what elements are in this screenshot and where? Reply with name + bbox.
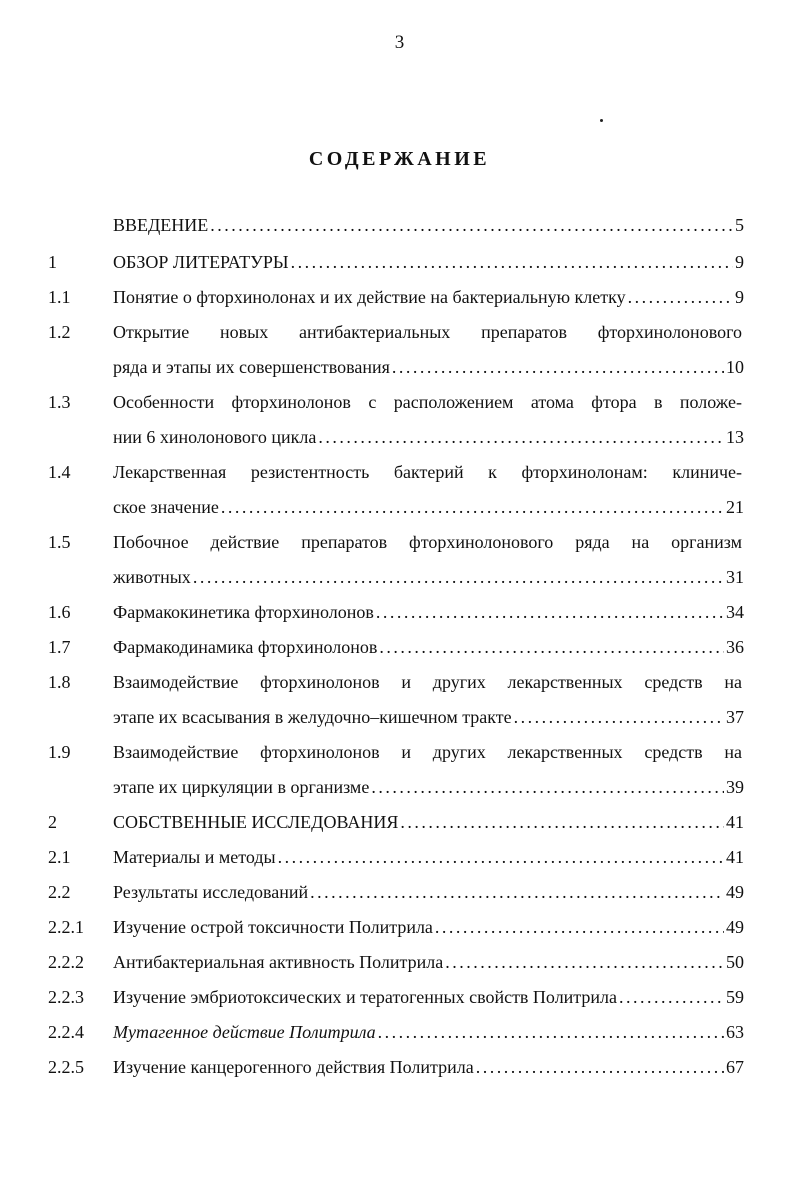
toc-entry-page: 34 — [726, 602, 744, 622]
toc-entry-number: 2.2.3 — [48, 987, 84, 1007]
toc-entry-2-2-5[interactable] — [0, 1050, 799, 1085]
toc-leader-dots — [316, 420, 724, 455]
toc-entry-number: 2.2.5 — [48, 1057, 84, 1077]
toc-entry-title: ОБЗОР ЛИТЕРАТУРЫ — [113, 252, 289, 272]
table-of-contents — [0, 208, 799, 1085]
toc-leader-dots — [617, 980, 724, 1015]
toc-entry-page: 36 — [726, 637, 744, 657]
toc-entry-number: 1.7 — [48, 637, 71, 657]
toc-entry-title: Материалы и методы — [113, 847, 276, 867]
toc-entry-title: Мутагенное действие Политрила — [113, 1022, 376, 1042]
toc-entry-number: 1.5 — [48, 532, 71, 552]
toc-entry-title: СОБСТВЕННЫЕ ИССЛЕДОВАНИЯ — [113, 812, 399, 832]
toc-entry-title: этапе их циркуляции в организме — [113, 777, 370, 797]
toc-entry-title: Антибактериальная активность Политрила — [113, 952, 444, 972]
toc-leader-dots — [512, 700, 724, 735]
toc-entry-title: Фармакодинамика фторхинолонов — [113, 637, 378, 657]
toc-entry-introduction[interactable] — [0, 208, 799, 243]
toc-entry-1-2[interactable] — [0, 315, 799, 385]
toc-entry-title-line1: Открытие новых антибактериальных препаратов фторхинолонового — [113, 322, 742, 342]
page-title: СОДЕРЖАНИЕ — [308, 148, 491, 170]
toc-entry-page: 49 — [726, 917, 744, 937]
toc-entry-number: 1.6 — [48, 602, 71, 622]
toc-entry-title-line1: Лекарственная резистентность бактерий к фторхинолонам: клиниче- — [113, 462, 742, 482]
toc-entry-number: 2.1 — [48, 847, 71, 867]
toc-entry-title-line1: Взаимодействие фторхинолонов и других лекарственных средств на — [113, 742, 742, 762]
toc-entry-page: 21 — [726, 497, 744, 517]
toc-entry-page: 41 — [726, 812, 744, 832]
toc-entry-number: 1.8 — [48, 672, 71, 692]
toc-entry-1-4[interactable] — [0, 455, 799, 525]
toc-entry-number: 1.4 — [48, 462, 71, 482]
toc-entry-number: 1.9 — [48, 742, 71, 762]
toc-entry-number: 1.3 — [48, 392, 71, 412]
toc-leader-dots — [376, 1015, 724, 1050]
toc-entry-title: животных — [113, 567, 191, 587]
toc-entry-title: ВВЕДЕНИЕ — [113, 215, 209, 235]
toc-entry-title: этапе их всасывания в желудочно–кишечном тракте — [113, 707, 512, 727]
toc-leader-dots — [308, 875, 724, 910]
toc-entry-title: Изучение острой токсичности Политрила — [113, 917, 433, 937]
toc-entry-2-1[interactable] — [0, 840, 799, 875]
toc-entry-title: Понятие о фторхинолонах и их действие на бактериальную клетку — [113, 287, 626, 307]
toc-leader-dots — [289, 245, 733, 280]
toc-entry-1-5[interactable] — [0, 525, 799, 595]
toc-leader-dots — [398, 805, 724, 840]
toc-entry-page: 10 — [726, 357, 744, 377]
toc-entry-1-8[interactable] — [0, 665, 799, 735]
toc-entry-1-3[interactable] — [0, 385, 799, 455]
toc-entry-number: 2.2.4 — [48, 1022, 84, 1042]
toc-entry-number: 2.2.1 — [48, 917, 84, 937]
toc-entry-page: 67 — [726, 1057, 744, 1077]
toc-entry-page: 13 — [726, 427, 744, 447]
toc-leader-dots — [191, 560, 724, 595]
toc-leader-dots — [276, 840, 724, 875]
toc-entry-2-2-4[interactable] — [0, 1015, 799, 1050]
toc-leader-dots — [208, 208, 733, 243]
toc-leader-dots — [377, 630, 724, 665]
toc-entry-2-2-3[interactable] — [0, 980, 799, 1015]
page-number: 3 — [394, 32, 405, 53]
toc-entry-title: Изучение эмбриотоксических и тератогенных свойств Политрила — [113, 987, 617, 1007]
toc-entry-title: Результаты исследований — [113, 882, 309, 902]
toc-entry-page: 9 — [735, 252, 744, 272]
toc-leader-dots — [443, 945, 724, 980]
toc-entry-1-9[interactable] — [0, 735, 799, 805]
scan-speck — [600, 119, 603, 122]
toc-entry-page: 39 — [726, 777, 744, 797]
toc-leader-dots — [390, 350, 724, 385]
toc-entry-page: 41 — [726, 847, 744, 867]
toc-entry-2[interactable] — [0, 805, 799, 840]
toc-entry-page: 31 — [726, 567, 744, 587]
toc-entry-page: 37 — [726, 707, 744, 727]
toc-leader-dots — [369, 770, 724, 805]
toc-entry-1-7[interactable] — [0, 630, 799, 665]
toc-entry-2-2-1[interactable] — [0, 910, 799, 945]
toc-entry-number: 1.2 — [48, 322, 71, 342]
toc-entry-number: 1 — [48, 252, 57, 272]
toc-entry-title: ское значение — [113, 497, 219, 517]
toc-leader-dots — [433, 910, 724, 945]
toc-entry-page: 9 — [735, 287, 744, 307]
toc-leader-dots — [474, 1050, 724, 1085]
toc-entry-number: 2 — [48, 812, 57, 832]
toc-entry-1-1[interactable] — [0, 280, 799, 315]
toc-entry-page: 5 — [735, 215, 744, 235]
toc-entry-page: 50 — [726, 952, 744, 972]
toc-entry-number: 1.1 — [48, 287, 71, 307]
toc-entry-title: ряда и этапы их совершенствования — [113, 357, 390, 377]
toc-entry-2-2[interactable] — [0, 875, 799, 910]
toc-entry-page: 63 — [726, 1022, 744, 1042]
toc-leader-dots — [626, 280, 733, 315]
toc-entry-title: нии 6 хинолонового цикла — [113, 427, 317, 447]
toc-entry-2-2-2[interactable] — [0, 945, 799, 980]
toc-entry-title-line1: Побочное действие препаратов фторхинолонового ряда на организм — [113, 532, 742, 552]
toc-entry-number: 2.2.2 — [48, 952, 84, 972]
toc-entry-title: Фармакокинетика фторхинолонов — [113, 602, 374, 622]
toc-entry-title-line1: Взаимодействие фторхинолонов и других лекарственных средств на — [113, 672, 742, 692]
toc-entry-1-6[interactable] — [0, 595, 799, 630]
toc-leader-dots — [374, 595, 724, 630]
toc-entry-title-line1: Особенности фторхинолонов с расположением атома фтора в положе- — [113, 392, 742, 412]
toc-entry-page: 49 — [726, 882, 744, 902]
toc-entry-1[interactable] — [0, 245, 799, 280]
toc-entry-title: Изучение канцерогенного действия Политрила — [113, 1057, 474, 1077]
toc-entry-page: 59 — [726, 987, 744, 1007]
toc-entry-number: 2.2 — [48, 882, 71, 902]
toc-leader-dots — [219, 490, 724, 525]
